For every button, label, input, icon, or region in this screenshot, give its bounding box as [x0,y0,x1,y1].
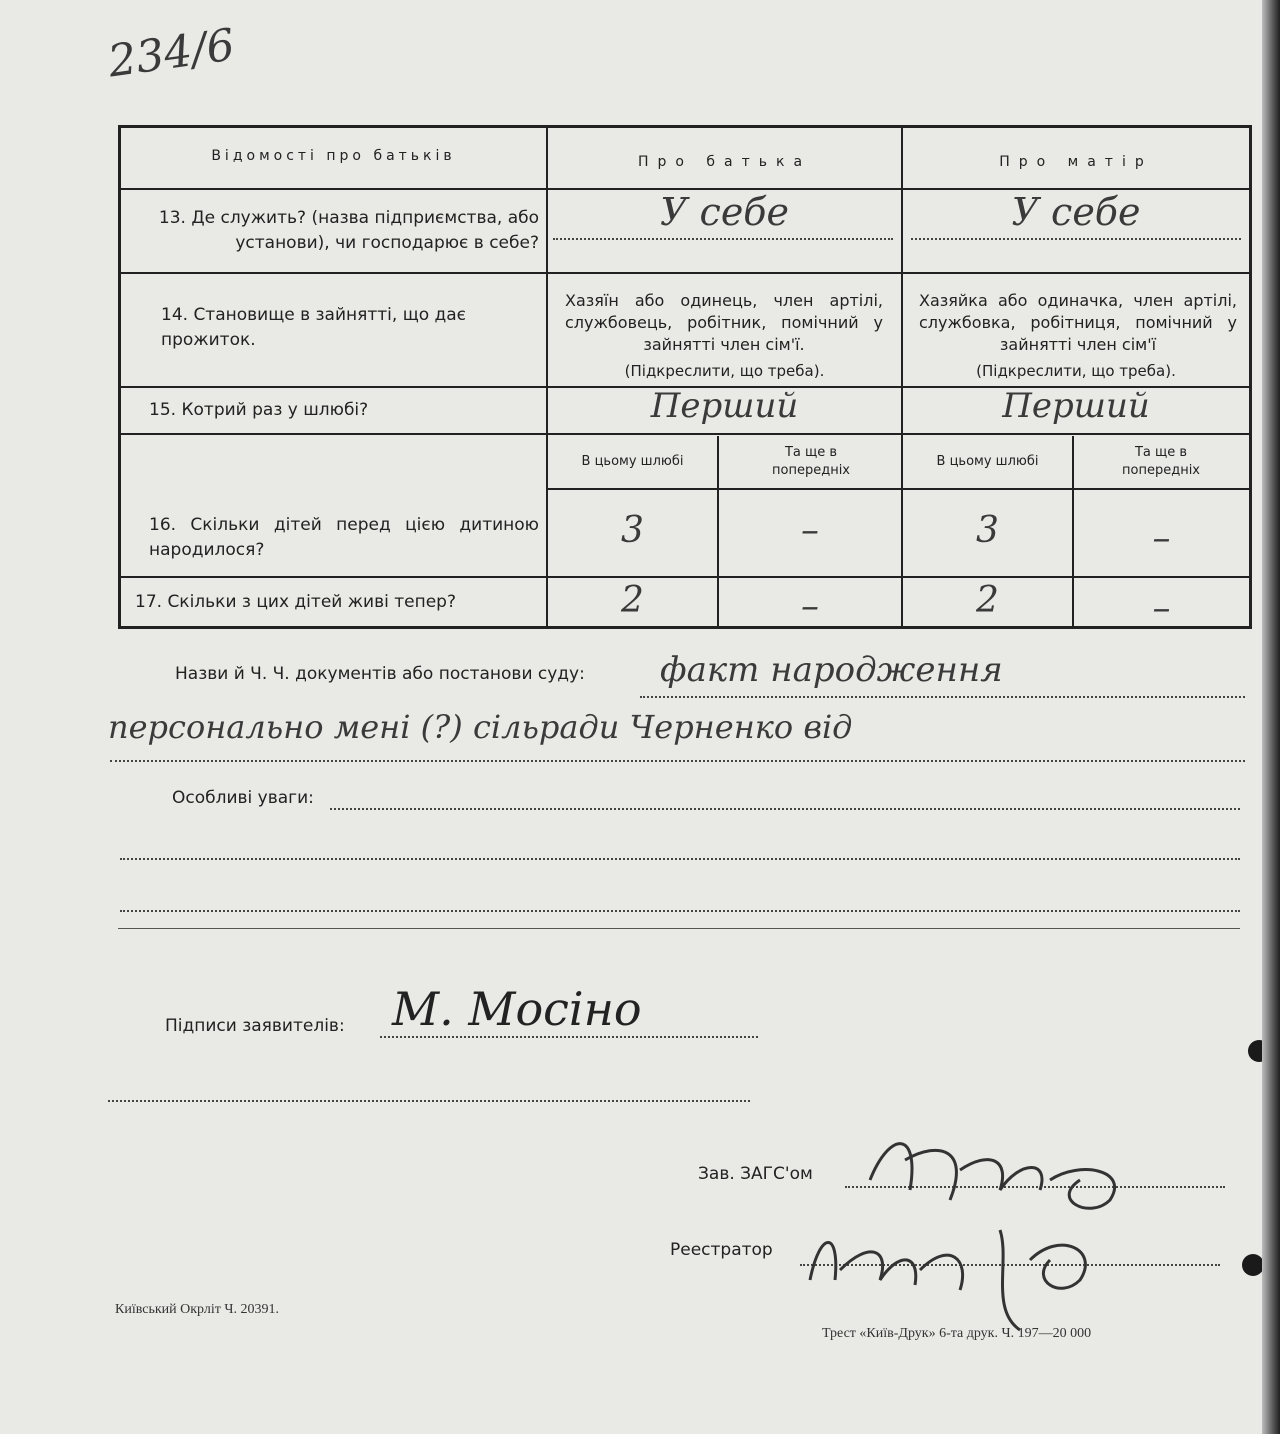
documents-line-2: персонально мені (?) сільради Черненко від [108,708,853,746]
binding-hole [1242,1254,1262,1276]
question-13: 13. Де служить? (назва підприємства, або установи), чи господарює в себе? [158,208,539,253]
answer-15-father: Перший [650,386,799,426]
binding-hole [1248,1040,1262,1062]
parents-info-table [118,125,1252,629]
question-14: 14. Становище в зайнятті, що дає прожиток. [161,305,467,350]
question-15: 15. Котрий раз у шлюбі? [149,400,369,420]
answer-17-mother-previous: – [1152,588,1171,629]
applicant-signature: М. Мосіно [392,982,642,1036]
question-16: 16. Скільки дітей перед цією дитиною народилося? [149,515,539,560]
subheader-mother-previous: Та ще в попередніх [1122,445,1200,478]
answer-13-mother: У себе [1011,190,1141,234]
subheader-father-this: В цьому шлюбі [581,454,684,469]
answer-16-mother-this: 3 [976,510,999,551]
hint-14-mother: (Підкреслити, що треба). [976,362,1176,380]
answer-16-father-previous: – [801,510,819,551]
answer-17-father-this: 2 [621,580,644,621]
answer-16-mother-previous: – [1152,518,1171,559]
page-edge [1262,0,1280,1434]
header-mother: Про матір [999,154,1153,170]
answer-15-mother: Перший [1002,386,1150,426]
documents-line-1: факт народження [660,650,1003,690]
options-14-mother: Хазяйка або одиначка, член артілі, службовка, робітниця, помічний у зайнятті член сім'ї [919,291,1237,354]
head-label: Зав. ЗАГС'ом [698,1164,813,1184]
signatures-label: Підписи заявителів: [165,1016,345,1036]
question-17: 17. Скільки з цих дітей живі тепер? [135,592,456,612]
footer-right: Трест «Київ-Друк» 6-та друк. Ч. 197—20 000 [822,1326,1092,1341]
options-14-father: Хазяїн або одинець, член артілі, службовець, робітник, помічний у зайнятті член сім'ї. [565,291,883,354]
archive-number: 234/6 [105,19,238,88]
header-parents-info: Відомості про батьків [211,148,456,164]
registrar-signature [800,1200,1120,1340]
answer-17-father-previous: – [801,586,819,627]
answer-13-father: У себе [660,190,789,234]
remarks-label: Особливі уваги: [172,788,314,808]
header-father: Про батька [637,154,812,170]
footer-left: Київський Окрліт Ч. 20391. [115,1302,279,1317]
answer-16-father-this: 3 [621,510,644,551]
answer-17-mother-this: 2 [976,580,999,621]
hint-14-father: (Підкреслити, що треба). [624,362,825,380]
documents-label: Назви й Ч. Ч. документів або постанови суду: [175,664,585,684]
subheader-mother-this: В цьому шлюбі [936,454,1039,469]
registrar-label: Реестратор [670,1240,773,1260]
subheader-father-previous: Та ще в попередніх [772,445,850,478]
